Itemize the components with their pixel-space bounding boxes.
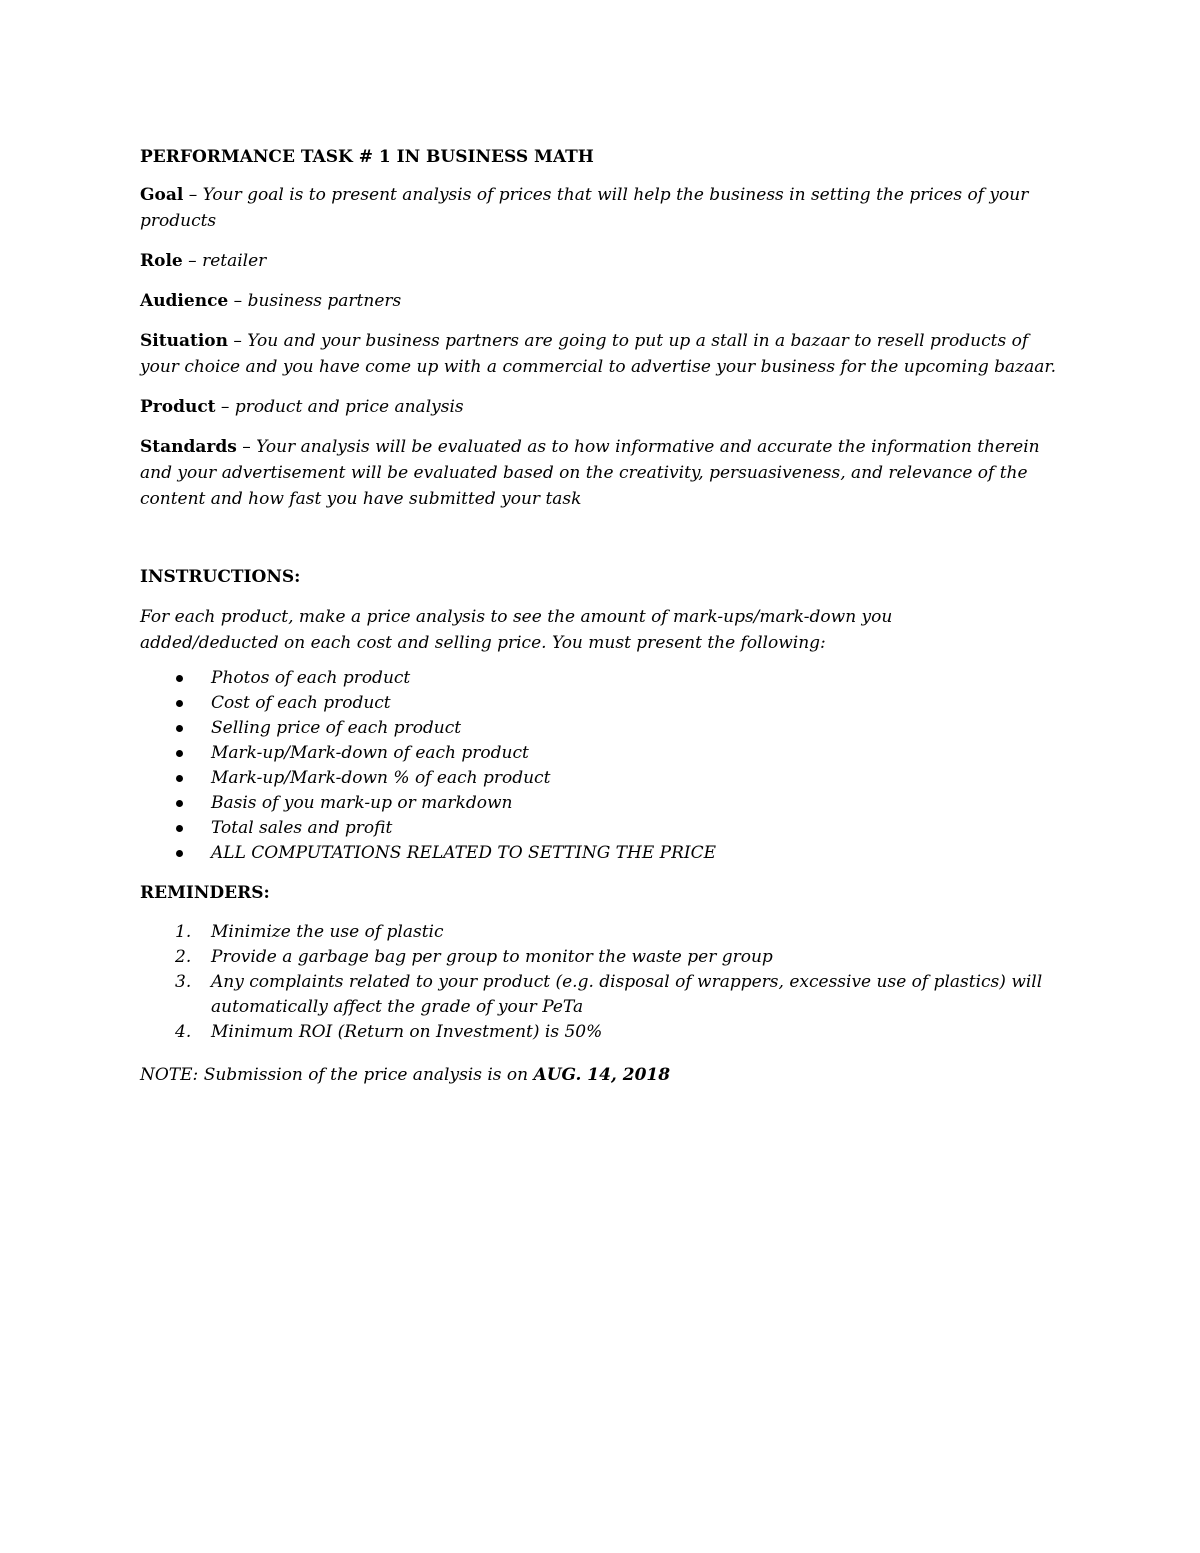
bullet-icon: [176, 850, 183, 857]
reminders-heading: REMINDERS:: [140, 883, 270, 903]
document-title: PERFORMANCE TASK # 1 IN BUSINESS MATH: [140, 147, 594, 167]
role-text: retailer: [202, 251, 267, 271]
situation-paragraph: [140, 328, 1070, 380]
bullet-icon: [176, 700, 183, 707]
role-label: Role: [140, 251, 183, 271]
situation-text: You and your business partners are going to put up a stall in a bazaar to resell products of your choice and you have come up with a commercial to advertise your business for the upcoming bazaar.: [140, 331, 1057, 377]
standards-paragraph: [140, 434, 1070, 512]
list-number: 4.: [175, 1022, 192, 1042]
goal-text: Your goal is to present analysis of prices that will help the business in setting the prices of your products: [140, 185, 1029, 231]
audience-label: Audience: [140, 291, 229, 311]
goal-separator: –: [183, 185, 203, 205]
bullet-icon: [176, 750, 183, 757]
instructions-heading: INSTRUCTIONS:: [140, 567, 301, 587]
list-item-text: Cost of each product: [211, 693, 391, 713]
list-item-text: Total sales and profit: [211, 818, 393, 838]
bullet-icon: [176, 675, 183, 682]
audience-paragraph: [140, 288, 1070, 314]
list-item: [140, 766, 1070, 791]
list-item: [140, 841, 1070, 866]
list-item: [140, 816, 1070, 841]
list-item-text: Provide a garbage bag per group to monitor the waste per group: [211, 947, 773, 967]
list-item-text: Any complaints related to your product (e.g. disposal of wrappers, excessive use of plastics) will automatically affect the grade of your PeTa: [211, 972, 1043, 1017]
list-item-text: Mark-up/Mark-down % of each product: [211, 768, 551, 788]
list-item: [140, 716, 1070, 741]
audience-text: business partners: [247, 291, 402, 311]
requirements-list: [140, 666, 1070, 866]
list-item-text: Mark-up/Mark-down of each product: [211, 743, 529, 763]
list-item: [140, 791, 1070, 816]
submission-date: AUG. 14, 2018: [533, 1065, 671, 1085]
product-separator: –: [215, 397, 235, 417]
list-item: [140, 1020, 1070, 1045]
role-separator: –: [182, 251, 203, 271]
product-text: product and price analysis: [234, 397, 464, 417]
bullet-icon: [176, 775, 183, 782]
role-paragraph: [140, 248, 1070, 274]
list-item: [140, 741, 1070, 766]
bullet-icon: [176, 800, 183, 807]
product-label: Product: [140, 397, 216, 417]
bullet-icon: [176, 825, 183, 832]
product-paragraph: [140, 394, 1070, 420]
note-text: NOTE: Submission of the price analysis is on: [140, 1065, 534, 1085]
submission-note: [140, 1062, 1070, 1088]
list-item: [140, 970, 1070, 1020]
standards-label: Standards: [140, 437, 237, 457]
list-item-text: Selling price of each product: [211, 718, 462, 738]
list-item: [140, 666, 1070, 691]
list-item-text: Photos of each product: [211, 668, 411, 688]
goal-label: Goal: [140, 185, 184, 205]
list-number: 2.: [175, 947, 192, 967]
list-item-text: ALL COMPUTATIONS RELATED TO SETTING THE PRICE: [211, 843, 717, 863]
reminders-list: [140, 920, 1070, 1045]
standards-separator: –: [236, 437, 257, 457]
list-number: 1.: [175, 922, 192, 942]
audience-separator: –: [228, 291, 248, 311]
list-item-text: Minimum ROI (Return on Investment) is 50%: [211, 1022, 603, 1042]
instructions-text: For each product, make a price analysis to see the amount of mark-ups/mark-down you added/deducted on each cost and selling price. You must present the following:: [140, 607, 893, 653]
list-item: [140, 920, 1070, 945]
goal-paragraph: [140, 182, 1070, 234]
bullet-icon: [176, 725, 183, 732]
list-item: [140, 945, 1070, 970]
list-item-text: Minimize the use of plastic: [211, 922, 444, 942]
list-number: 3.: [175, 972, 192, 992]
list-item-text: Basis of you mark-up or markdown: [211, 793, 513, 813]
standards-text: Your analysis will be evaluated as to how informative and accurate the information therein and your advertisement will be evaluated based on the creativity, persuasiveness, and relevance of the content and how fast you have submitted your task: [140, 437, 1040, 509]
list-item: [140, 691, 1070, 716]
situation-label: Situation: [140, 331, 228, 351]
situation-separator: –: [227, 331, 248, 351]
document-body: [140, 140, 1070, 1105]
